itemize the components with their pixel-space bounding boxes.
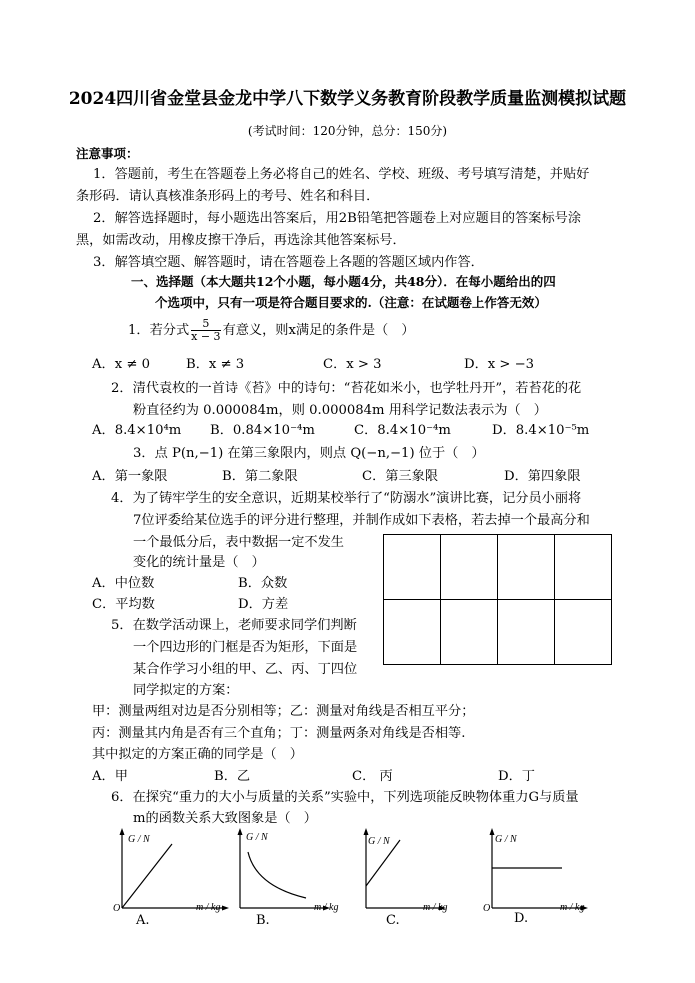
graph-d-y-label: G / N xyxy=(495,834,517,845)
score-table-cell xyxy=(441,600,498,665)
q5-line-4: 同学拟定的方案： xyxy=(133,683,239,698)
q1-prefix: 1．若分式 xyxy=(128,323,190,338)
q4-line-3: 一个最低分后，表中数据一定不发生 xyxy=(133,535,344,550)
q5-line-1: 5．在数学活动课上，老师要求同学们判断 xyxy=(111,618,357,633)
graph-b-y-label: G / N xyxy=(246,832,268,843)
score-table-cell xyxy=(441,535,498,600)
graph-a-label: A. xyxy=(136,913,150,928)
notice-item-3: 3．解答填空题、解答题时，请在答题卷上各题的答题区域内作答． xyxy=(93,255,484,270)
q4-option-c: C．平均数 xyxy=(92,597,155,612)
q6-line-1: 6．在探究“重力的大小与质量的关系”实验中，下列选项能反映物体重力G与质量 xyxy=(111,790,579,805)
q1-option-b: B．x ≠ 3 xyxy=(186,357,245,372)
score-table-cell xyxy=(498,535,555,600)
q1-fraction-numerator: 5 xyxy=(191,318,220,331)
q1-fraction-denominator: x − 3 xyxy=(191,330,221,343)
q4-line-4: 变化的统计量是（ ） xyxy=(133,555,265,570)
graph-d-y-arrow xyxy=(490,828,495,835)
graph-b-label: B. xyxy=(256,913,270,928)
notice-item-2-line-2: 黑，如需改动，用橡皮擦干净后，再选涂其他答案标号． xyxy=(76,233,406,248)
score-table-row-1 xyxy=(384,535,612,600)
q2-option-d: D．8.4×10⁻⁵m xyxy=(492,423,590,438)
score-table xyxy=(383,534,612,665)
graph-b-curve xyxy=(248,852,306,898)
q5-line-5: 甲：测量两组对边是否分别相等；乙：测量对角线是否相互平分； xyxy=(92,704,475,719)
section-1-line-2: 个选项中，只有一项是符合题目要求的.（注意：在试题卷上作答无效） xyxy=(155,295,547,310)
q5-option-a: A．甲 xyxy=(92,769,128,784)
q5-line-7: 其中拟定的方案正确的同学是（ ） xyxy=(92,747,303,762)
q2-option-b: B．0.84×10⁻⁴m xyxy=(210,423,315,438)
notice-item-1-line-1: 1．答题前，考生在答题卷上务必将自己的姓名、学校、班级、考号填写清楚，并贴好 xyxy=(93,167,590,182)
score-table-row-2 xyxy=(384,600,612,665)
score-table-cell xyxy=(555,600,612,665)
notice-item-1-line-2: 条形码．请认真核准条形码上的考号、姓名和科目． xyxy=(76,189,380,204)
q1-option-c: C．x > 3 xyxy=(323,357,382,372)
q5-line-6: 丙：测量其内角是否有三个直角；丁：测量两条对角线是否相等. xyxy=(92,726,466,741)
graph-a-y-label: G / N xyxy=(128,834,150,845)
graph-b-x-label: m / kg xyxy=(314,902,339,913)
q2-line-1: 2．清代袁枚的一首诗《苔》中的诗句：“苔花如米小，也学牡丹开”，若苔花的花 xyxy=(111,381,582,396)
graph-c-label: C. xyxy=(386,913,400,928)
exam-subtitle: (考试时间：120分钟，总分：150分) xyxy=(247,124,448,138)
q3-stem: 3．点 P(n,−1) 在第三象限内，则点 Q(−n,−1) 位于（ ） xyxy=(133,446,485,461)
graph-b-y-arrow xyxy=(238,828,243,835)
q1-fraction xyxy=(191,318,220,343)
q3-option-d: D．第四象限 xyxy=(504,469,581,484)
graph-a-x-label: m / kg xyxy=(196,902,221,913)
q1-stem xyxy=(128,318,415,344)
section-1-line-1: 一、选择题（本大题共12个小题，每小题4分，共48分）．在每小题给出的四 xyxy=(131,274,556,289)
q5-option-c: C． 丙 xyxy=(352,769,393,784)
q4-option-a: A．中位数 xyxy=(92,576,155,591)
graph-d-origin: O xyxy=(483,903,491,914)
score-table-cell xyxy=(384,535,441,600)
score-table-cell xyxy=(498,600,555,665)
graph-d-label: D. xyxy=(514,911,529,926)
q2-option-a: A．8.4×10⁴m xyxy=(92,423,182,438)
q5-line-2: 一个四边形的门框是否为矩形，下面是 xyxy=(133,640,358,655)
q2-line-2: 粉直径约为 0.000084m，则 0.000084m 用科学记数法表示为（ ） xyxy=(133,403,547,418)
q4-option-b: B．众数 xyxy=(238,576,288,591)
notice-heading: 注意事项： xyxy=(76,146,139,161)
graph-c-y-label: G / N xyxy=(368,836,390,847)
q4-line-2: 7位评委给某位选手的评分进行整理，并制作成如下表格，若去掉一个最高分和 xyxy=(133,513,590,528)
graph-a-line xyxy=(122,844,172,908)
score-table-cell xyxy=(384,600,441,665)
q4-option-d: D．方差 xyxy=(238,597,289,612)
q4-line-1: 4．为了铸牢学生的安全意识，近期某校举行了“防溺水”演讲比赛，记分员小丽将 xyxy=(111,491,582,506)
graph-c-y-arrow xyxy=(364,828,369,835)
q6-line-2: m的函数关系大致图象是（ ） xyxy=(133,811,317,826)
q1-suffix: 有意义，则x满足的条件是（ ） xyxy=(222,323,415,338)
q1-option-d: D．x > −3 xyxy=(464,357,535,372)
graph-a-y-arrow xyxy=(120,828,125,835)
q5-option-b: B．乙 xyxy=(214,769,251,784)
q1-option-a: A．x ≠ 0 xyxy=(92,357,150,372)
q3-option-c: C．第三象限 xyxy=(362,469,439,484)
q5-option-d: D．丁 xyxy=(498,769,535,784)
q2-option-c: C．8.4×10⁻⁴m xyxy=(354,423,451,438)
q5-line-3: 某合作学习小组的甲、乙、丙、丁四位 xyxy=(133,662,358,677)
graph-c-x-label: m / kg xyxy=(423,902,448,913)
exam-title: 2024四川省金堂县金龙中学八下数学义务教育阶段教学质量监测模拟试题 xyxy=(68,89,627,109)
graph-d-x-label: m / kg xyxy=(560,902,585,913)
q3-option-b: B．第二象限 xyxy=(222,469,298,484)
score-table-cell xyxy=(555,535,612,600)
q3-option-a: A．第一象限 xyxy=(92,469,168,484)
graph-a-origin: O xyxy=(113,903,121,914)
notice-item-2-line-1: 2．解答选择题时，每小题选出答案后，用2B铅笔把答题卷上对应题目的答案标号涂 xyxy=(93,211,582,226)
